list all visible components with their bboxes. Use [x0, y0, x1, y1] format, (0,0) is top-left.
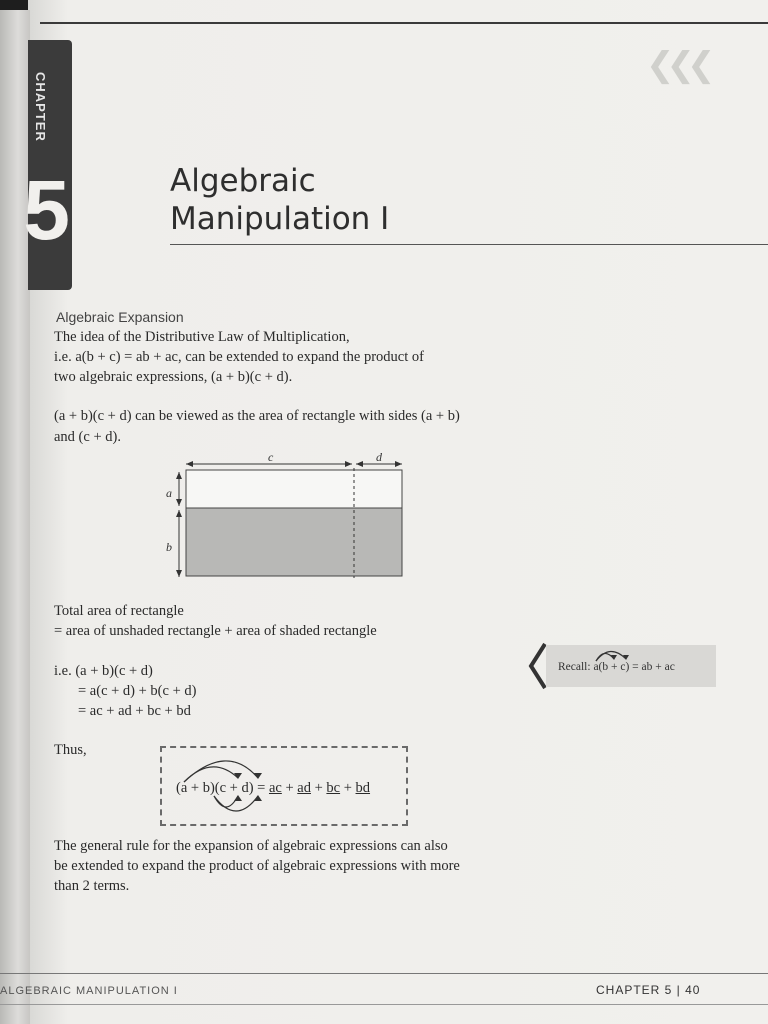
b-arrow-bottom [176, 570, 182, 577]
total-area-line-2: = area of unshaded rectangle + area of shaded rectangle [54, 623, 377, 639]
formula-plus-3: + [340, 780, 356, 796]
chapter-title-line1: Algebraic [170, 163, 316, 199]
footer-rule [0, 973, 768, 974]
a-arrow-top [176, 472, 182, 479]
label-c: c [268, 450, 274, 464]
footer-bottom-rule [0, 1004, 768, 1005]
shaded-rectangle [186, 508, 402, 576]
chevrons-icon: ❮❮❮ [646, 45, 708, 85]
area-line-2: and (c + d). [54, 429, 121, 445]
general-rule-line-3: than 2 terms. [54, 878, 130, 894]
b-arrow-top [176, 510, 182, 517]
formula-text [176, 780, 370, 797]
recall-box [546, 645, 716, 687]
rectangle-diagram [160, 450, 420, 582]
thus-label: Thus, [54, 742, 87, 758]
chapter-title [170, 162, 590, 238]
total-area-line-1: Total area of rectangle [54, 603, 184, 619]
formula-plus-2: + [310, 780, 327, 796]
a-arrow-bottom [176, 499, 182, 506]
c-arrow-left [186, 461, 193, 467]
label-d: d [376, 450, 382, 464]
formula-term-bd: bd [355, 780, 371, 796]
recall-text: Recall: a(b + c) = ab + ac [558, 661, 675, 673]
chapter-title-line2: Manipulation I [170, 201, 390, 237]
general-rule-line-1: The general rule for the expansion of algebraic expressions can also [54, 838, 448, 854]
d-arrow-right [395, 461, 402, 467]
chapter-number: 5 [23, 163, 70, 257]
section-heading: Algebraic Expansion [56, 309, 184, 325]
formula-box [160, 746, 408, 826]
formula-term-ad: ad [297, 780, 311, 796]
working-line-1: i.e. (a + b)(c + d) [54, 663, 153, 679]
formula-plus-1: + [281, 780, 298, 796]
label-a: a [166, 486, 172, 500]
page-top-edge [40, 22, 768, 24]
label-b: b [166, 540, 172, 554]
title-rule [170, 244, 768, 245]
intro-line-2: i.e. a(b + c) = ab + ac, can be extended to expand the product of [54, 349, 424, 365]
intro-line-3: two algebraic expressions, (a + b)(c + d). [54, 369, 293, 385]
footer-chapter-title: ALGEBRAIC MANIPULATION I [0, 985, 178, 997]
general-rule-line-2: be extended to expand the product of algebraic expressions with more [54, 858, 460, 874]
formula-term-ac: ac [268, 780, 282, 796]
chapter-word: CHAPTER [33, 72, 48, 142]
formula-lhs: (a + b)(c + d) = [176, 780, 269, 796]
c-arrow-right [345, 461, 352, 467]
working-line-2: = a(c + d) + b(c + d) [78, 683, 197, 699]
formula-term-bc: bc [326, 780, 341, 796]
working-line-3: = ac + ad + bc + bd [78, 703, 191, 719]
area-line-1: (a + b)(c + d) can be viewed as the area of rectangle with sides (a + b) [54, 408, 460, 424]
footer-page-number: CHAPTER 5 | 40 [596, 983, 701, 997]
unshaded-rectangle [186, 470, 402, 508]
d-arrow-left [356, 461, 363, 467]
intro-line-1: The idea of the Distributive Law of Multiplication, [54, 329, 350, 345]
